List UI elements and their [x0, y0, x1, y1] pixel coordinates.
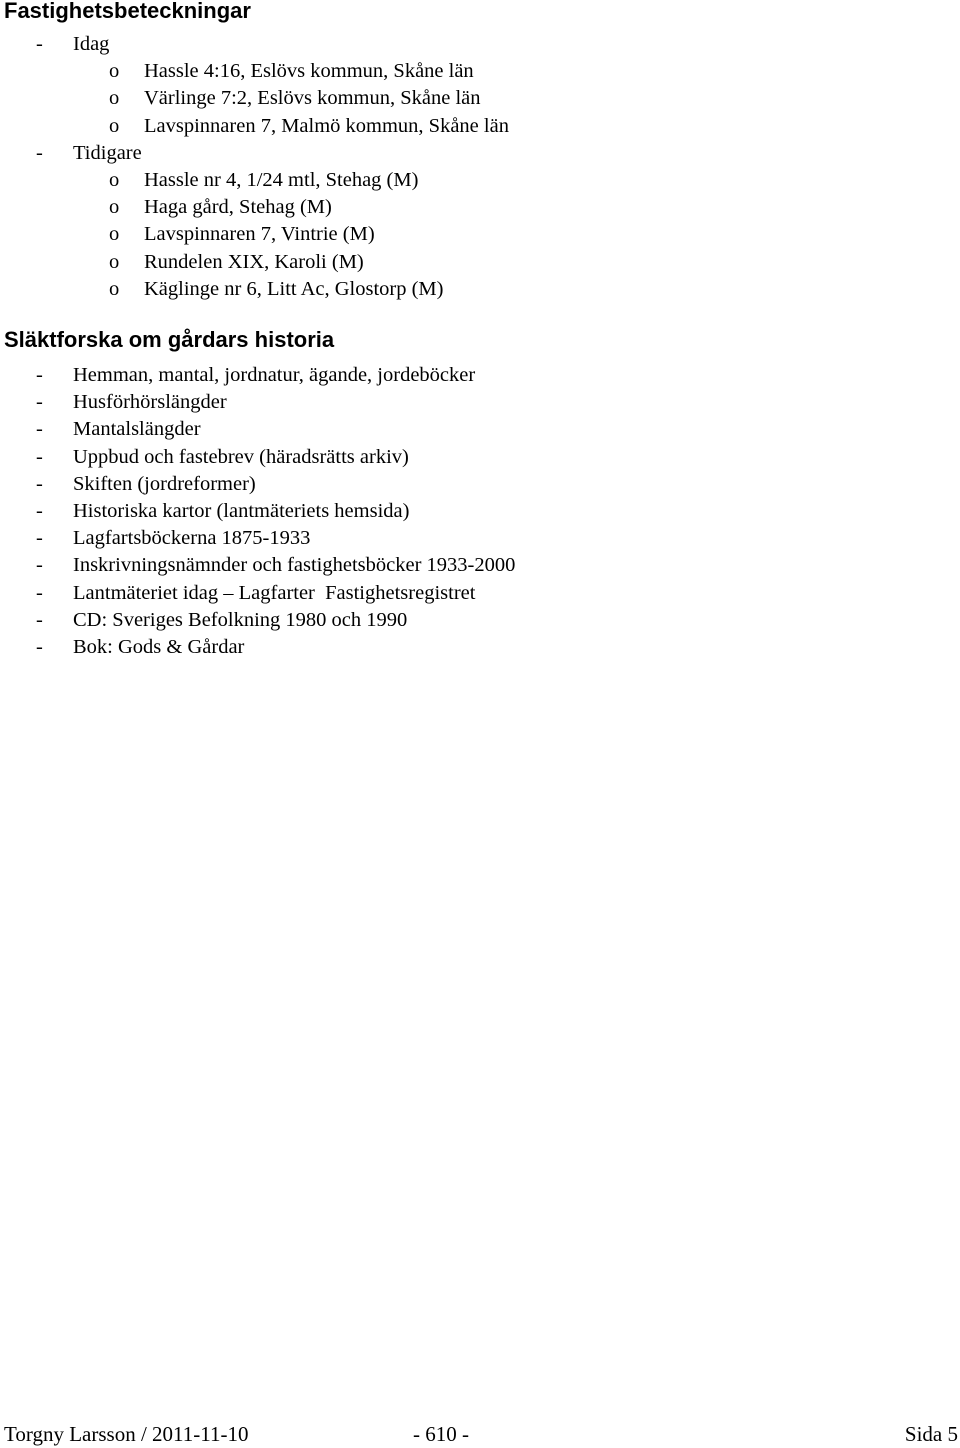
- list-item-text: Haga gård, Stehag (M): [144, 196, 332, 219]
- group-heading-idag: [0, 31, 960, 58]
- bullet-marker: o: [109, 168, 120, 191]
- list-item: [0, 249, 960, 276]
- list-item: [0, 113, 960, 140]
- list-item: [0, 471, 960, 498]
- genealogy-sources-list: [0, 362, 960, 661]
- list-item-text: CD: Sveriges Befolkning 1980 och 1990: [73, 608, 408, 631]
- bullet-marker: o: [109, 60, 120, 83]
- list-item: [0, 167, 960, 194]
- group-label: Idag: [73, 33, 110, 55]
- list-item-text: Skiften (jordreformer): [73, 472, 256, 495]
- list-item-text: Mantalslängder: [73, 418, 201, 441]
- list-item-text: Lavspinnaren 7, Malmö kommun, Skåne län: [144, 114, 509, 137]
- dash-marker: -: [36, 635, 43, 658]
- dash-marker: -: [36, 499, 43, 522]
- bullet-marker: o: [109, 277, 120, 300]
- list-item-text: Hassle 4:16, Eslövs kommun, Skåne län: [144, 60, 474, 83]
- bullet-marker: o: [109, 114, 120, 137]
- list-item: [0, 362, 960, 389]
- list-item: [0, 276, 960, 303]
- dash-marker: -: [36, 527, 43, 550]
- list-item: [0, 389, 960, 416]
- list-item: [0, 498, 960, 525]
- list-item-text: Rundelen XIX, Karoli (M): [144, 250, 364, 273]
- bullet-marker: o: [109, 87, 120, 110]
- list-item: [0, 416, 960, 443]
- footer-author-date: Torgny Larsson / 2011-11-10: [4, 1422, 249, 1446]
- dash-marker: -: [36, 554, 43, 577]
- list-item-text: Husförhörslängder: [73, 391, 227, 414]
- list-item-text: Hemman, mantal, jordnatur, ägande, jordeböcker: [73, 364, 476, 386]
- bullet-marker: o: [109, 223, 120, 246]
- section-title-fastighetsbeteckningar: Fastighetsbeteckningar: [4, 0, 251, 23]
- list-item-text: Inskrivningsnämnder och fastighetsböcker 1933-2000: [73, 554, 516, 577]
- list-item: [0, 444, 960, 471]
- footer-page-number: - 610 -: [413, 1422, 469, 1446]
- list-item-text: Lantmäteriet idag – Lagfarter Fastighetsregistret: [73, 581, 476, 604]
- dash-marker: -: [36, 581, 43, 604]
- list-item: [0, 525, 960, 552]
- list-item: [0, 607, 960, 634]
- list-item: [0, 221, 960, 248]
- dash-marker: -: [36, 141, 43, 164]
- list-item-text: Historiska kartor (lantmäteriets hemsida): [73, 499, 410, 522]
- list-item: [0, 580, 960, 607]
- list-item: [0, 634, 960, 661]
- list-item-text: Bok: Gods & Gårdar: [73, 635, 245, 658]
- list-item: [0, 58, 960, 85]
- property-designations-list: [0, 31, 960, 303]
- dash-marker: -: [36, 364, 43, 386]
- bullet-marker: o: [109, 196, 120, 219]
- list-item-text: Hassle nr 4, 1/24 mtl, Stehag (M): [144, 168, 419, 191]
- dash-marker: -: [36, 391, 43, 414]
- list-item-text: Käglinge nr 6, Litt Ac, Glostorp (M): [144, 277, 444, 300]
- list-item: [0, 552, 960, 579]
- list-item-text: Lagfartsböckerna 1875-1933: [73, 527, 311, 550]
- list-item-text: Uppbud och fastebrev (häradsrätts arkiv): [73, 445, 409, 468]
- group-heading-tidigare: [0, 140, 960, 167]
- dash-marker: -: [36, 608, 43, 631]
- dash-marker: -: [36, 33, 43, 55]
- list-item-text: Lavspinnaren 7, Vintrie (M): [144, 223, 375, 246]
- dash-marker: -: [36, 472, 43, 495]
- dash-marker: -: [36, 445, 43, 468]
- group-label: Tidigare: [73, 141, 142, 164]
- bullet-marker: o: [109, 250, 120, 273]
- page-footer: [0, 1420, 960, 1448]
- list-item-text: Värlinge 7:2, Eslövs kommun, Skåne län: [144, 87, 481, 110]
- section-title-slaktforska: Släktforska om gårdars historia: [4, 327, 335, 352]
- footer-page-label: Sida 5: [904, 1422, 958, 1446]
- list-item: [0, 194, 960, 221]
- dash-marker: -: [36, 418, 43, 441]
- list-item: [0, 85, 960, 112]
